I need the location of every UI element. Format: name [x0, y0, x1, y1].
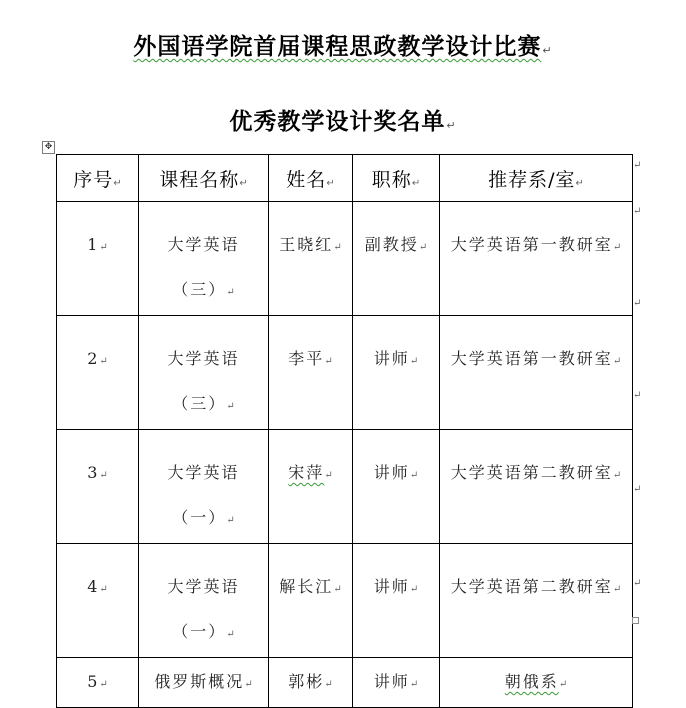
cell-no: 2↵	[57, 316, 139, 430]
header-dept: 推荐系/室↵	[440, 155, 633, 202]
cell-course: 大学英语 （一）↵	[139, 430, 269, 544]
cell-name: 李平↵	[269, 316, 353, 430]
cell-course: 大学英语 （一）↵	[139, 544, 269, 658]
cell-no: 1↵	[57, 202, 139, 316]
table-move-handle-icon[interactable]: ✥	[42, 141, 55, 154]
cell-no: 5↵	[57, 658, 139, 708]
row-end-mark: ↵	[633, 206, 642, 217]
row-end-mark: ↵	[633, 298, 642, 309]
cell-name: 宋萍↵	[269, 430, 353, 544]
cell-name: 解长江↵	[269, 544, 353, 658]
header-title: 职称↵	[353, 155, 440, 202]
header-no: 序号↵	[57, 155, 139, 202]
cell-title: 讲师↵	[353, 544, 440, 658]
row-end-mark: ↵	[633, 390, 642, 401]
table-row	[57, 658, 633, 708]
cell-course: 俄罗斯概况↵	[139, 658, 269, 708]
header-course: 课程名称↵	[139, 155, 269, 202]
cell-name: 王晓红↵	[269, 202, 353, 316]
cell-dept: 大学英语第一教研室↵	[440, 202, 633, 316]
row-end-mark: ↵	[633, 578, 642, 589]
cell-title: 副教授↵	[353, 202, 440, 316]
table-row	[57, 202, 633, 316]
cell-dept: 大学英语第二教研室↵	[440, 544, 633, 658]
cell-dept: 朝俄系↵	[440, 658, 633, 708]
cell-dept: 大学英语第二教研室↵	[440, 430, 633, 544]
table-row	[57, 316, 633, 430]
document-subtitle: 优秀教学设计奖名单↵	[229, 109, 457, 135]
cell-title: 讲师↵	[353, 316, 440, 430]
table-resize-handle[interactable]	[632, 617, 639, 624]
table-header-row	[57, 155, 633, 202]
cell-name: 郭彬↵	[269, 658, 353, 708]
cell-course: 大学英语 （三）↵	[139, 316, 269, 430]
award-table	[56, 154, 633, 708]
row-end-mark: ↵	[633, 484, 642, 495]
cell-no: 4↵	[57, 544, 139, 658]
header-name: 姓名↵	[269, 155, 353, 202]
row-end-mark: ↵	[633, 160, 642, 171]
table-row	[57, 430, 633, 544]
cell-title: 讲师↵	[353, 658, 440, 708]
cell-title: 讲师↵	[353, 430, 440, 544]
document-title: 外国语学院首届课程思政教学设计比赛↵	[133, 34, 553, 60]
cell-dept: 大学英语第一教研室↵	[440, 316, 633, 430]
cell-no: 3↵	[57, 430, 139, 544]
table-row	[57, 544, 633, 658]
cell-course: 大学英语 （三）↵	[139, 202, 269, 316]
